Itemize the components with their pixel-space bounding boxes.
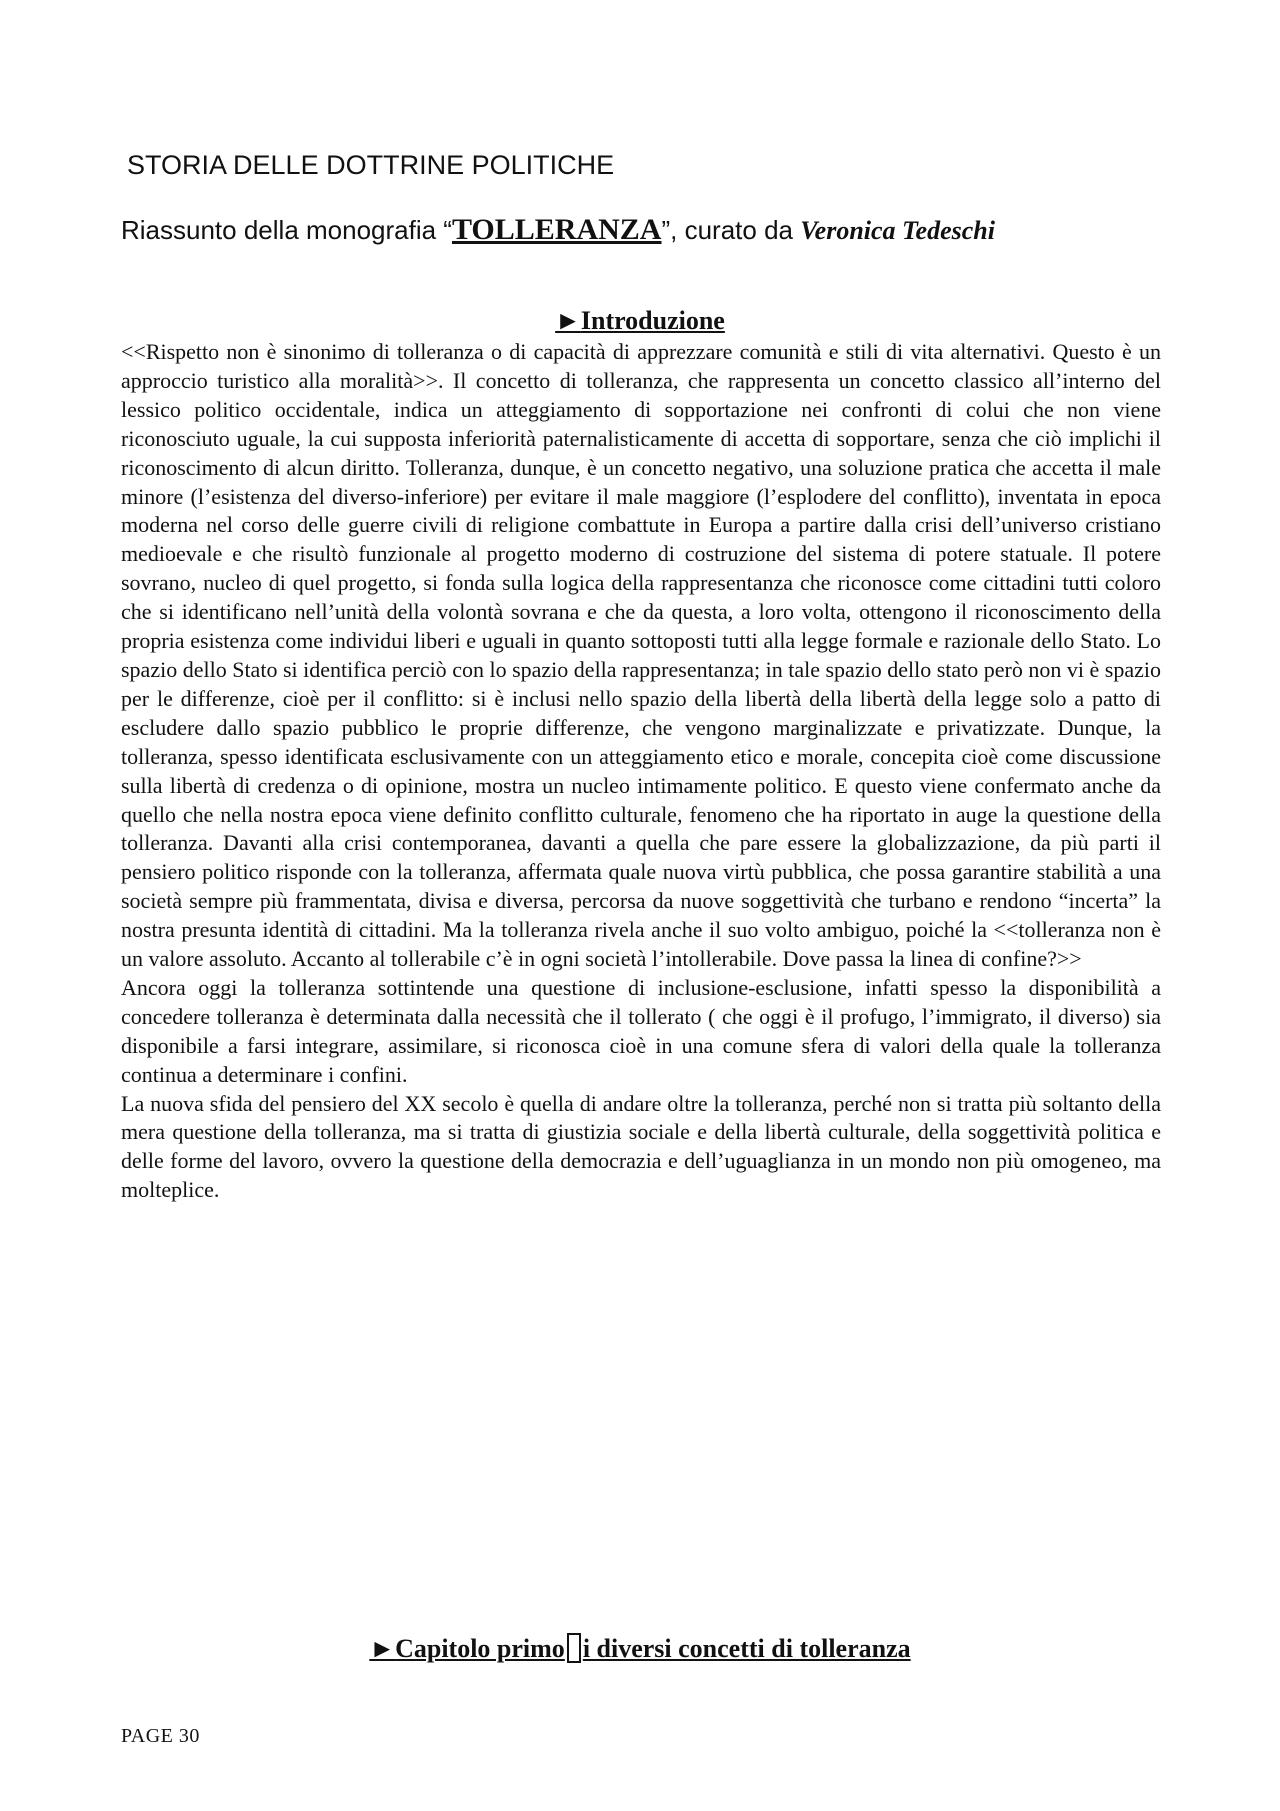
intro-paragraph-2: Ancora oggi la tolleranza sottintende una questione di inclusione-esclusione, infatti spesso la disponibilità a concedere tolleranza è determinata dalla necessità che il tollerato ( che oggi è il profugo, l’immigrato, il diverso) sia disponibile a farsi integrare, assimilare, si riconosca cioè in una comune sfera di valori della quale la tolleranza continua a determinare i confini. bbox=[121, 974, 1161, 1087]
missing-glyph-icon bbox=[567, 1633, 581, 1663]
chapter-heading-title: i diversi concetti di tolleranza bbox=[582, 1634, 911, 1663]
intro-heading bbox=[0, 306, 1280, 336]
chapter-heading-prefix: Capitolo primo bbox=[395, 1634, 565, 1663]
intro-paragraph-1: <<Rispetto non è sinonimo di tolleranza o di capacità di apprezzare comunità e stili di vita alternativi. Questo è un approccio turistico alla moralità>>. Il concetto di tolleranza, che rappresenta un concetto classico all’interno del lessico politico occidentale, indica un atteggiamento di sopportazione nei confronti di colui che non viene riconosciuto uguale, la cui supposta inferiorità paternalisticamente di accetta di sopportare, senza che ciò implichi il riconoscimento di alcun diritto. Tolleranza, dunque, è un concetto negativo, una soluzione pratica che accetta il male minore (l’esistenza del diverso-inferiore) per evitare il male maggiore (l’esplodere del conflitto), inventata in epoca moderna nel corso delle guerre civili di religione combattute in Europa a partire dalla crisi dell’universo cristiano medioevale e che risultò funzionale al progetto moderno di costruzione del sistema di potere statuale. Il potere sovrano, nucleo di quel progetto, si fonda sulla logica della rappresentanza che riconosce come cittadini tutti coloro che si identificano nell’unità della volontà sovrana e che da questa, a loro volta, ottengono il riconoscimento della propria esistenza come individui liberi e uguali in quanto sottoposti tutti alla legge formale e razionale dello Stato. Lo spazio dello Stato si identifica perciò con lo spazio della rappresentanza; in tale spazio dello stato però non vi è spazio per le differenze, cioè per il conflitto: si è inclusi nello spazio della libertà della libertà della legge solo a patto di escludere dallo spazio pubblico le proprie differenze, che vengono marginalizzate e privatizzate. Dunque, la tolleranza, spesso identificata esclusivamente con un atteggiamento etico e morale, concepita cioè come discussione sulla libertà di credenza o di opinione, mostra un nucleo intimamente politico. E questo viene confermato anche da quello che nella nostra epoca viene definito conflitto culturale, fenomeno che ha riportato in auge la questione della tolleranza. Davanti alla crisi contemporanea, davanti a quella che pare essere la globalizzazione, da più parti il pensiero politico risponde con la tolleranza, affermata quale nuova virtù pubblica, che possa garantire stabilità a una società sempre più frammentata, divisa e diversa, percorsa da nuove soggettività che turbano e rendono “incerta” la nostra presunta identità di cittadini. Ma la tolleranza rivela anche il suo volto ambiguo, poiché la <<tolleranza non è un valore assoluto. Accanto al tollerabile c’è in ogni società l’intollerabile. Dove passa la linea di confine?>> bbox=[121, 339, 1161, 972]
intro-body bbox=[121, 338, 1161, 1205]
intro-paragraph-3: La nuova sfida del pensiero del XX secolo è quella di andare oltre la tolleranza, perché non si tratta più soltanto della mera questione della tolleranza, ma si tratta di giustizia sociale e della libertà culturale, della soggettività politica e delle forme del lavoro, ovvero la questione della democrazia e dell’uguaglianza in un mondo non più omogeneo, ma molteplice. bbox=[121, 1090, 1161, 1203]
subtitle-prefix: Riassunto della monografia “ bbox=[121, 215, 452, 245]
course-title: STORIA DELLE DOTTRINE POLITICHE bbox=[127, 150, 615, 180]
triangle-bullet-icon: ► bbox=[369, 1634, 396, 1663]
triangle-bullet-icon: ► bbox=[555, 306, 581, 335]
chapter-heading bbox=[0, 1633, 1280, 1664]
document-subtitle bbox=[121, 213, 1161, 247]
subtitle-mid: ”, curato da bbox=[661, 215, 801, 245]
page-number: PAGE 30 bbox=[121, 1725, 200, 1747]
author-name: Veronica Tedeschi bbox=[800, 216, 995, 245]
intro-heading-label: Introduzione bbox=[580, 306, 725, 335]
monograph-title: TOLLERANZA bbox=[451, 213, 662, 246]
